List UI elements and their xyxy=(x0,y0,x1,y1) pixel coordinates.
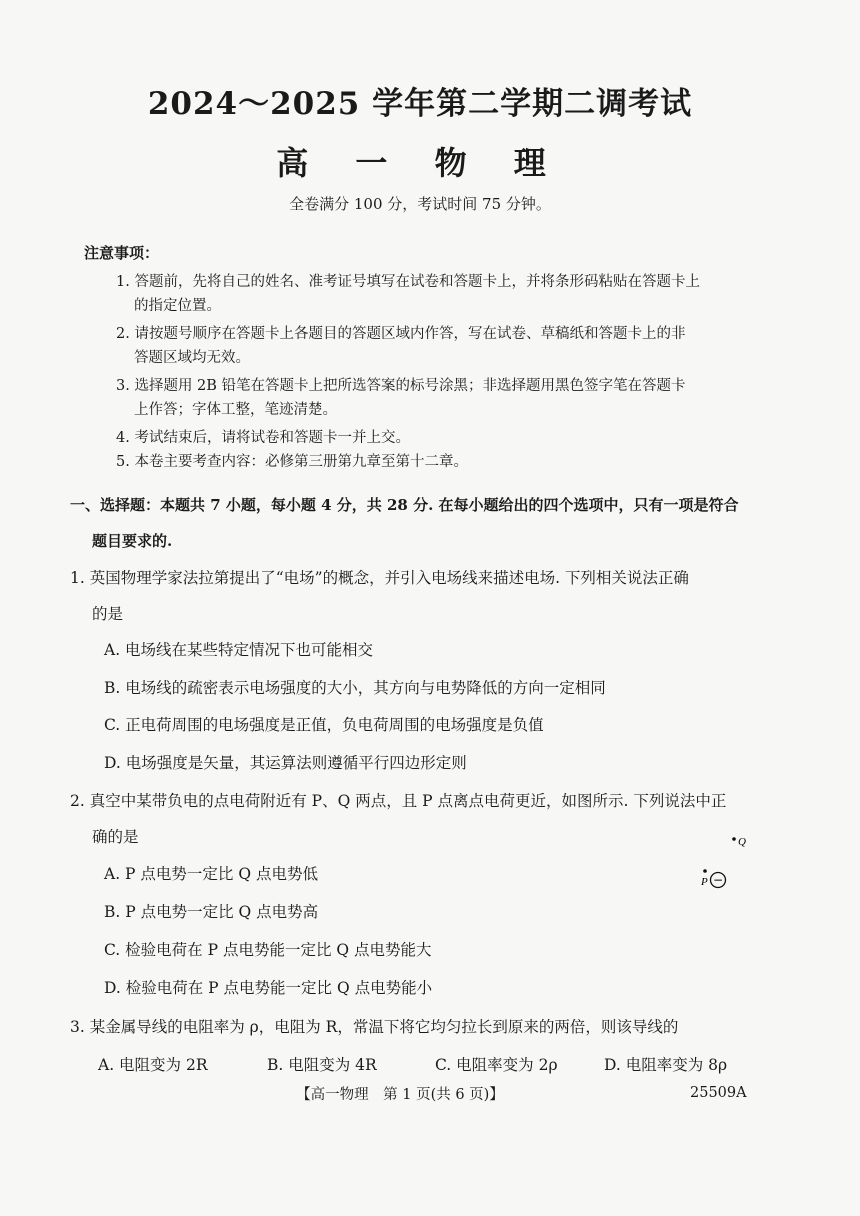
q2-stem: 2. 真空中某带负电的点电荷附近有 P、Q 两点，且 P 点离点电荷更近，如图所示. 下列说法中正 xyxy=(70,792,727,810)
notice-line: 5. 本卷主要考查内容：必修第三册第九章至第十二章。 xyxy=(116,454,468,470)
q2-option-a: A. P 点电势一定比 Q 点电势低 xyxy=(104,865,318,883)
notice-line: 1. 答题前，先将自己的姓名、准考证号填写在试卷和答题卡上，并将条形码粘贴在答题卡上 xyxy=(116,274,700,290)
notice-line: 4. 考试结束后，请将试卷和答题卡一并上交。 xyxy=(116,430,410,446)
q3-stem: 3. 某金属导线的电阻率为 ρ，电阻为 R，常温下将它均匀拉长到原来的两倍，则该导线的 xyxy=(70,1018,679,1036)
q1-option-b: B. 电场线的疏密表示电场强度的大小，其方向与电势降低的方向一定相同 xyxy=(104,679,606,697)
point-q-label: Q xyxy=(738,836,746,848)
q2-stem-cont: 确的是 xyxy=(92,828,139,846)
section-heading-cont: 题目要求的. xyxy=(92,532,173,550)
charge-sign: − xyxy=(712,873,724,887)
point-q-dot xyxy=(732,837,736,841)
notice-heading: 注意事项： xyxy=(84,244,160,262)
q1-option-d: D. 电场强度是矢量，其运算法则遵循平行四边形定则 xyxy=(104,754,467,772)
q1-stem: 1. 英国物理学家法拉第提出了“电场”的概念，并引入电场线来描述电场. 下列相关说法正确 xyxy=(70,569,689,587)
notice-line: 上作答；字体工整，笔迹清楚。 xyxy=(134,402,337,418)
paper-code: 25509A xyxy=(690,1085,747,1101)
point-p-label: P xyxy=(701,876,708,888)
q3-option-d: D. 电阻率变为 8ρ xyxy=(604,1056,728,1074)
q3-option-b: B. 电阻变为 4R xyxy=(267,1056,377,1074)
notice-line: 2. 请按题号顺序在答题卡上各题目的答题区域内作答，写在试卷、草稿纸和答题卡上的非 xyxy=(116,326,686,342)
q1-stem-cont: 的是 xyxy=(92,605,124,623)
notice-line: 3. 选择题用 2B 铅笔在答题卡上把所选答案的标号涂黑；非选择题用黑色签字笔在答题卡 xyxy=(116,378,686,394)
q1-option-a: A. 电场线在某些特定情况下也可能相交 xyxy=(104,641,374,659)
exam-meta: 全卷满分 100 分，考试时间 75 分钟。 xyxy=(289,195,551,213)
q3-option-a: A. 电阻变为 2R xyxy=(98,1056,208,1074)
q2-option-c: C. 检验电荷在 P 点电势能一定比 Q 点电势能大 xyxy=(104,941,432,959)
notice-line: 答题区域均无效。 xyxy=(134,350,250,366)
point-p-dot xyxy=(703,869,707,873)
q2-option-d: D. 检验电荷在 P 点电势能一定比 Q 点电势能小 xyxy=(104,979,433,997)
subject-title: 高 一 物 理 xyxy=(276,144,564,182)
exam-title: 2024～2025 学年第二学期二调考试 xyxy=(147,86,693,122)
section-heading: 一、选择题：本题共 7 小题，每小题 4 分，共 28 分. 在每小题给出的四个选项中，只有一项是符合 xyxy=(70,496,739,514)
q2-figure xyxy=(690,830,760,900)
charge-diagram xyxy=(690,830,760,900)
q3-option-c: C. 电阻率变为 2ρ xyxy=(435,1056,558,1074)
notice-line: 的指定位置。 xyxy=(134,298,221,314)
page-footer: 【高一物理 第 1 页(共 6 页)】 xyxy=(296,1087,504,1103)
q2-option-b: B. P 点电势一定比 Q 点电势高 xyxy=(104,903,319,921)
q1-option-c: C. 正电荷周围的电场强度是正值，负电荷周围的电场强度是负值 xyxy=(104,716,544,734)
